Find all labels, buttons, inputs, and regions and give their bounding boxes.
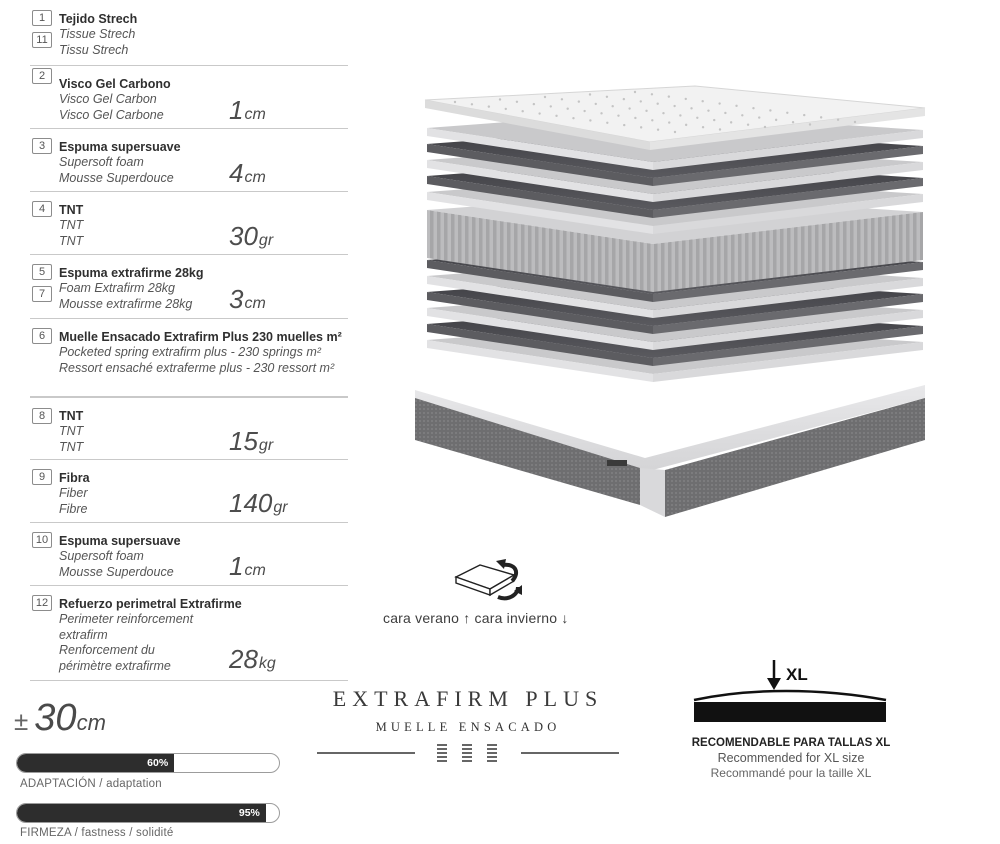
layer-french: Mousse extrafirme 28kg	[59, 296, 193, 311]
layer-number-badge: 5	[32, 264, 52, 280]
quilt-stitch	[701, 100, 703, 102]
quilt-stitch	[713, 119, 715, 121]
winter-side-label: cara invierno	[474, 610, 558, 626]
quilt-stitch	[583, 110, 585, 112]
brand-block	[317, 686, 619, 763]
quilt-stitch	[589, 93, 591, 95]
quilt-stitch	[702, 126, 704, 128]
brand-tag	[607, 460, 627, 466]
layer-title: Refuerzo perimetral Extrafirme	[59, 597, 242, 611]
layer-item	[30, 129, 348, 192]
quilt-stitch	[499, 98, 501, 100]
quilt-stitch	[595, 103, 597, 105]
quilt-stitch	[820, 116, 822, 118]
layer-english: TNT	[59, 218, 84, 232]
quilt-stitch	[679, 114, 681, 116]
arrow-down-icon: ↓	[561, 610, 569, 626]
layer-french: Renforcement du	[59, 643, 155, 657]
flip-mattress-icon	[452, 555, 532, 605]
layer-stack	[427, 112, 923, 382]
layer-measure: 1cm	[229, 551, 266, 581]
quilt-stitch	[617, 114, 619, 116]
quilt-stitch	[758, 116, 760, 118]
layer-measure: 30gr	[229, 221, 274, 251]
layer-number-badge: 9	[32, 469, 52, 485]
arrow-down-icon	[767, 678, 781, 690]
layer-french: Mousse Superdouce	[59, 564, 174, 579]
layer-item	[30, 8, 348, 66]
layer-number-badge: 3	[32, 138, 52, 154]
quilt-stitch	[606, 122, 608, 124]
layer-item	[30, 460, 348, 523]
quilt-stitch	[589, 119, 591, 121]
layer-title: Visco Gel Carbono	[59, 77, 171, 91]
quilt-stitch	[786, 112, 788, 114]
adaptation-bar-fill	[17, 754, 174, 772]
quilt-stitch	[488, 105, 490, 107]
brand-title: EXTRAFIRM PLUS	[332, 686, 604, 711]
quilt-stitch	[516, 101, 518, 103]
layer-title: Espuma supersuave	[59, 534, 181, 548]
quilt-stitch	[668, 95, 670, 97]
quilt-stitch	[747, 123, 749, 125]
layer-number-badge: 2	[32, 68, 52, 84]
layer-number-badge: 11	[32, 32, 52, 48]
layer-french: TNT	[59, 439, 84, 454]
quilt-stitch	[566, 108, 568, 110]
layer-english: Visco Gel Carbon	[59, 92, 157, 106]
quilt-stitch	[578, 100, 580, 102]
layer-measure: 3cm	[229, 284, 266, 314]
xl-weight-icon	[690, 658, 890, 730]
arrow-up-icon: ↑	[463, 610, 471, 626]
summer-side-label: cara verano	[383, 610, 460, 626]
quilt-stitch	[735, 105, 737, 107]
quilt-stitch	[837, 118, 839, 120]
layer-french: TNT	[59, 233, 84, 248]
layer-english: extrafirm	[59, 627, 108, 642]
layer-french: Mousse Superdouce	[59, 170, 174, 185]
adaptation-bar	[16, 753, 280, 773]
layer-item	[30, 192, 348, 255]
quilt-stitch	[600, 112, 602, 114]
quilt-stitch	[555, 115, 557, 117]
adaptation-percent: 60%	[147, 757, 169, 769]
layer-number-badge: 7	[32, 286, 52, 302]
quilt-stitch	[764, 126, 766, 128]
layer-french: Ressort ensaché extraferme plus - 230 ressort m²	[59, 360, 335, 375]
quilt-stitch	[561, 98, 563, 100]
layer-measure: 4cm	[229, 158, 266, 188]
quilt-stitch	[809, 123, 811, 125]
layer-number-badge: 1	[32, 10, 52, 26]
quilt-stitch	[538, 112, 540, 114]
layer-english: Perimeter reinforcement	[59, 612, 194, 626]
layer-item	[30, 523, 348, 586]
quilt-stitch	[690, 107, 692, 109]
quilt-stitch	[657, 128, 659, 130]
quilt-stitch	[803, 114, 805, 116]
firmness-label: FIRMEZA / fastness / solidité	[20, 827, 174, 839]
quilt-stitch	[623, 124, 625, 126]
firmness-bar	[16, 803, 280, 823]
layer-item	[30, 255, 348, 319]
quilt-stitch	[656, 103, 658, 105]
quilt-stitch	[685, 98, 687, 100]
layer-title: Espuma supersuave	[59, 140, 181, 154]
quilt-stitch	[651, 119, 653, 121]
quilt-stitch	[533, 103, 535, 105]
quilt-stitch	[505, 108, 507, 110]
quilt-stitch	[662, 112, 664, 114]
quilt-stitch	[741, 114, 743, 116]
xl-line-french: Recommandé pour la taille XL	[710, 766, 872, 780]
layer-english: Pocketed spring extrafirm plus - 230 springs m²	[59, 345, 321, 359]
layer-title: TNT	[59, 203, 84, 217]
layer-item	[30, 319, 348, 397]
quilt-stitch	[645, 110, 647, 112]
quilt-stitch	[674, 131, 676, 133]
layer-title: Espuma extrafirme 28kg	[59, 266, 204, 280]
xl-badge: XL	[786, 665, 808, 684]
layer-title: Fibra	[59, 471, 90, 485]
quilt-stitch	[634, 117, 636, 119]
firmness-percent: 95%	[238, 807, 260, 819]
quilt-stitch	[634, 91, 636, 93]
layer-number-badge: 10	[32, 532, 52, 548]
quilt-stitch	[730, 121, 732, 123]
brand-subtitle: MUELLE ENSACADO	[375, 720, 561, 734]
quilt-stitch	[628, 107, 630, 109]
mattress-layers-illustration	[395, 80, 955, 550]
quilt-stitch	[719, 128, 721, 130]
quilt-stitch	[521, 110, 523, 112]
base-side-panel-right	[665, 398, 925, 517]
layer-title: Muelle Ensacado Extrafirm Plus 230 muelles m²	[59, 330, 342, 344]
quilt-stitch	[454, 101, 456, 103]
layer-number-badge: 12	[32, 595, 52, 611]
layer-title: Tejido Strech	[59, 12, 138, 26]
xl-line-spanish: RECOMENDABLE PARA TALLAS XL	[691, 737, 891, 749]
layer-french: Fibre	[59, 501, 88, 516]
quilt-stitch	[668, 121, 670, 123]
layer-item	[30, 586, 348, 681]
quilt-stitch	[696, 117, 698, 119]
spring-divider-icon	[317, 741, 619, 763]
layer-measure: 15gr	[229, 426, 274, 456]
quilt-stitch	[651, 93, 653, 95]
quilt-stitch	[611, 105, 613, 107]
quilt-stitch	[606, 96, 608, 98]
quilt-stitch	[752, 107, 754, 109]
layer-title: TNT	[59, 409, 84, 423]
layer-french: périmètre extrafirme	[59, 658, 171, 673]
quilt-stitch	[685, 124, 687, 126]
layer-measure: 1cm	[229, 95, 266, 125]
quilt-stitch	[707, 109, 709, 111]
quilt-stitch	[718, 102, 720, 104]
mattress-height: ± 30cm	[14, 697, 106, 739]
layer-number-badge: 6	[32, 328, 52, 344]
layer-french: Tissu Strech	[59, 42, 129, 57]
quilt-stitch	[673, 105, 675, 107]
xl-recommendation	[656, 737, 926, 780]
flip-caption	[383, 610, 569, 626]
layer-item	[30, 66, 348, 129]
quilt-stitch	[724, 112, 726, 114]
layer-item	[30, 397, 348, 460]
firmness-bar-fill	[17, 804, 266, 822]
layer-measure: 140gr	[229, 488, 288, 518]
quilt-stitch	[572, 117, 574, 119]
quilt-stitch	[769, 109, 771, 111]
quilt-stitch	[775, 119, 777, 121]
layer-english: Foam Extrafirm 28kg	[59, 281, 176, 295]
layer-measure: 28kg	[229, 644, 276, 674]
xl-line-english: Recommended for XL size	[717, 751, 865, 765]
adaptation-label: ADAPTACIÓN / adaptation	[20, 778, 162, 790]
quilt-stitch	[854, 121, 856, 123]
quilt-stitch	[550, 105, 552, 107]
layer-french: Visco Gel Carbone	[59, 107, 164, 122]
layer-english: Supersoft foam	[59, 155, 144, 169]
quilt-stitch	[471, 103, 473, 105]
layer-english: Supersoft foam	[59, 549, 144, 563]
quilt-stitch	[640, 126, 642, 128]
quilt-stitch	[792, 121, 794, 123]
layer-english: Tissue Strech	[59, 27, 136, 41]
quilt-stitch	[544, 96, 546, 98]
layer-english: Fiber	[59, 486, 88, 500]
layer-number-badge: 8	[32, 408, 52, 424]
layer-english: TNT	[59, 424, 84, 438]
layer-number-badge: 4	[32, 201, 52, 217]
quilt-stitch	[640, 100, 642, 102]
quilt-stitch	[623, 98, 625, 100]
layer-numbers	[32, 10, 52, 54]
